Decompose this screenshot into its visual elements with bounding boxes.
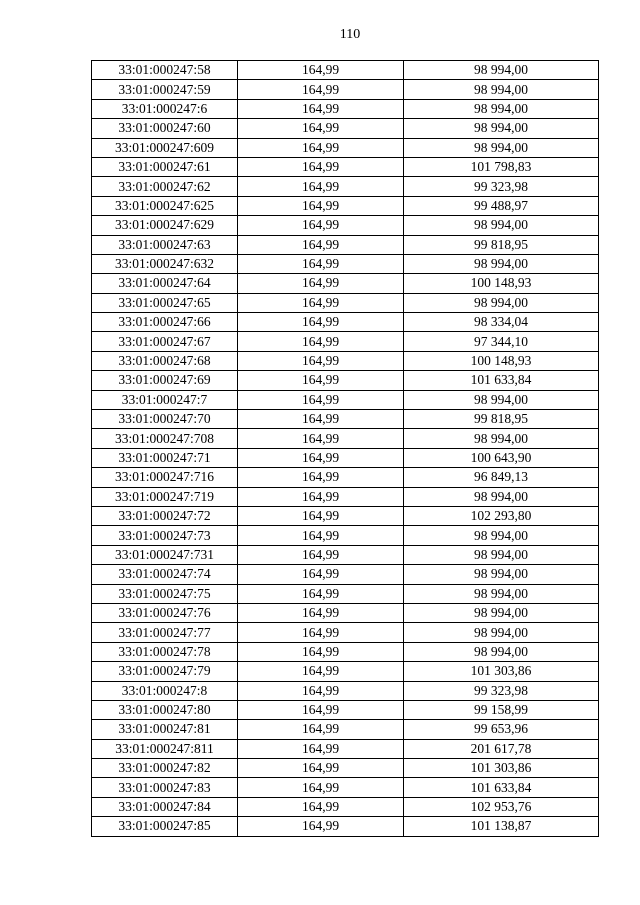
table-row <box>92 662 599 681</box>
area-cell: 164,99 <box>238 565 404 584</box>
table-row <box>92 565 599 584</box>
area-cell: 164,99 <box>238 274 404 293</box>
cadastral-number-cell: 33:01:000247:64 <box>92 274 238 293</box>
area-cell: 164,99 <box>238 720 404 739</box>
cadastral-number-cell: 33:01:000247:71 <box>92 448 238 467</box>
cadastral-number-cell: 33:01:000247:78 <box>92 642 238 661</box>
area-cell: 164,99 <box>238 196 404 215</box>
value-cell: 98 994,00 <box>404 216 599 235</box>
table-row <box>92 778 599 797</box>
value-cell: 100 148,93 <box>404 274 599 293</box>
table-row <box>92 293 599 312</box>
table-row <box>92 759 599 778</box>
table-row <box>92 584 599 603</box>
area-cell: 164,99 <box>238 138 404 157</box>
value-cell: 96 849,13 <box>404 468 599 487</box>
area-cell: 164,99 <box>238 293 404 312</box>
table-body <box>92 61 599 837</box>
cadastral-number-cell: 33:01:000247:58 <box>92 61 238 80</box>
area-cell: 164,99 <box>238 351 404 370</box>
table-row <box>92 390 599 409</box>
value-cell: 98 994,00 <box>404 293 599 312</box>
value-cell: 101 633,84 <box>404 371 599 390</box>
cadastral-number-cell: 33:01:000247:60 <box>92 119 238 138</box>
area-cell: 164,99 <box>238 468 404 487</box>
value-cell: 98 994,00 <box>404 254 599 273</box>
value-cell: 98 994,00 <box>404 138 599 157</box>
area-cell: 164,99 <box>238 681 404 700</box>
area-cell: 164,99 <box>238 157 404 176</box>
cadastral-number-cell: 33:01:000247:708 <box>92 429 238 448</box>
area-cell: 164,99 <box>238 177 404 196</box>
value-cell: 98 994,00 <box>404 603 599 622</box>
cadastral-number-cell: 33:01:000247:75 <box>92 584 238 603</box>
cadastral-number-cell: 33:01:000247:72 <box>92 506 238 525</box>
value-cell: 99 323,98 <box>404 177 599 196</box>
cadastral-number-cell: 33:01:000247:80 <box>92 700 238 719</box>
table-row <box>92 332 599 351</box>
value-cell: 98 994,00 <box>404 487 599 506</box>
cadastral-number-cell: 33:01:000247:716 <box>92 468 238 487</box>
table-row <box>92 429 599 448</box>
table-row <box>92 603 599 622</box>
table-row <box>92 216 599 235</box>
table-row <box>92 138 599 157</box>
area-cell: 164,99 <box>238 390 404 409</box>
table-row <box>92 196 599 215</box>
table-row <box>92 351 599 370</box>
area-cell: 164,99 <box>238 313 404 332</box>
area-cell: 164,99 <box>238 584 404 603</box>
cadastral-number-cell: 33:01:000247:74 <box>92 565 238 584</box>
cadastral-number-cell: 33:01:000247:81 <box>92 720 238 739</box>
table-row <box>92 119 599 138</box>
area-cell: 164,99 <box>238 119 404 138</box>
table-row <box>92 681 599 700</box>
area-cell: 164,99 <box>238 545 404 564</box>
value-cell: 98 994,00 <box>404 565 599 584</box>
cadastral-number-cell: 33:01:000247:625 <box>92 196 238 215</box>
cadastral-number-cell: 33:01:000247:84 <box>92 797 238 816</box>
table-row <box>92 487 599 506</box>
value-cell: 102 293,80 <box>404 506 599 525</box>
cadastral-number-cell: 33:01:000247:69 <box>92 371 238 390</box>
cadastral-number-cell: 33:01:000247:8 <box>92 681 238 700</box>
area-cell: 164,99 <box>238 371 404 390</box>
cadastral-number-cell: 33:01:000247:76 <box>92 603 238 622</box>
area-cell: 164,99 <box>238 487 404 506</box>
area-cell: 164,99 <box>238 759 404 778</box>
table-row <box>92 410 599 429</box>
cadastral-number-cell: 33:01:000247:67 <box>92 332 238 351</box>
value-cell: 101 303,86 <box>404 759 599 778</box>
cadastral-number-cell: 33:01:000247:70 <box>92 410 238 429</box>
area-cell: 164,99 <box>238 80 404 99</box>
area-cell: 164,99 <box>238 526 404 545</box>
value-cell: 101 303,86 <box>404 662 599 681</box>
area-cell: 164,99 <box>238 429 404 448</box>
area-cell: 164,99 <box>238 700 404 719</box>
area-cell: 164,99 <box>238 216 404 235</box>
area-cell: 164,99 <box>238 332 404 351</box>
value-cell: 201 617,78 <box>404 739 599 758</box>
table-row <box>92 235 599 254</box>
cadastral-number-cell: 33:01:000247:6 <box>92 99 238 118</box>
area-cell: 164,99 <box>238 603 404 622</box>
table-row <box>92 642 599 661</box>
cadastral-number-cell: 33:01:000247:59 <box>92 80 238 99</box>
area-cell: 164,99 <box>238 235 404 254</box>
page-number: 110 <box>339 27 361 42</box>
area-cell: 164,99 <box>238 642 404 661</box>
table-row <box>92 526 599 545</box>
value-cell: 99 323,98 <box>404 681 599 700</box>
cadastral-number-cell: 33:01:000247:811 <box>92 739 238 758</box>
cadastral-number-cell: 33:01:000247:66 <box>92 313 238 332</box>
value-cell: 98 994,00 <box>404 584 599 603</box>
value-cell: 99 818,95 <box>404 410 599 429</box>
value-cell: 100 148,93 <box>404 351 599 370</box>
area-cell: 164,99 <box>238 448 404 467</box>
value-cell: 98 994,00 <box>404 429 599 448</box>
table-row <box>92 720 599 739</box>
value-cell: 99 818,95 <box>404 235 599 254</box>
table-row <box>92 468 599 487</box>
value-cell: 98 994,00 <box>404 623 599 642</box>
value-cell: 99 158,99 <box>404 700 599 719</box>
table-row <box>92 61 599 80</box>
value-cell: 98 994,00 <box>404 545 599 564</box>
area-cell: 164,99 <box>238 410 404 429</box>
value-cell: 98 994,00 <box>404 61 599 80</box>
table-row <box>92 274 599 293</box>
area-cell: 164,99 <box>238 506 404 525</box>
value-cell: 98 994,00 <box>404 526 599 545</box>
table-row <box>92 817 599 836</box>
table-row <box>92 157 599 176</box>
value-cell: 99 653,96 <box>404 720 599 739</box>
table-row <box>92 739 599 758</box>
cadastral-number-cell: 33:01:000247:632 <box>92 254 238 273</box>
area-cell: 164,99 <box>238 817 404 836</box>
table-row <box>92 700 599 719</box>
table-row <box>92 254 599 273</box>
table-row <box>92 80 599 99</box>
cadastral-number-cell: 33:01:000247:79 <box>92 662 238 681</box>
area-cell: 164,99 <box>238 797 404 816</box>
table-row <box>92 313 599 332</box>
table-row <box>92 177 599 196</box>
value-cell: 97 344,10 <box>404 332 599 351</box>
value-cell: 101 798,83 <box>404 157 599 176</box>
cadastral-number-cell: 33:01:000247:63 <box>92 235 238 254</box>
cadastral-number-cell: 33:01:000247:731 <box>92 545 238 564</box>
cadastral-number-cell: 33:01:000247:82 <box>92 759 238 778</box>
value-cell: 98 334,04 <box>404 313 599 332</box>
table-row <box>92 623 599 642</box>
cadastral-number-cell: 33:01:000247:77 <box>92 623 238 642</box>
value-cell: 102 953,76 <box>404 797 599 816</box>
cadastral-number-cell: 33:01:000247:83 <box>92 778 238 797</box>
cadastral-number-cell: 33:01:000247:73 <box>92 526 238 545</box>
value-cell: 98 994,00 <box>404 642 599 661</box>
table-row <box>92 545 599 564</box>
cadastral-number-cell: 33:01:000247:609 <box>92 138 238 157</box>
table-row <box>92 797 599 816</box>
value-cell: 99 488,97 <box>404 196 599 215</box>
area-cell: 164,99 <box>238 739 404 758</box>
cadastral-number-cell: 33:01:000247:62 <box>92 177 238 196</box>
cadastral-number-cell: 33:01:000247:719 <box>92 487 238 506</box>
value-cell: 98 994,00 <box>404 390 599 409</box>
cadastral-number-cell: 33:01:000247:68 <box>92 351 238 370</box>
area-cell: 164,99 <box>238 254 404 273</box>
area-cell: 164,99 <box>238 61 404 80</box>
table-row <box>92 99 599 118</box>
cadastral-number-cell: 33:01:000247:629 <box>92 216 238 235</box>
value-cell: 101 138,87 <box>404 817 599 836</box>
cadastral-number-cell: 33:01:000247:61 <box>92 157 238 176</box>
area-cell: 164,99 <box>238 99 404 118</box>
area-cell: 164,99 <box>238 623 404 642</box>
value-cell: 98 994,00 <box>404 99 599 118</box>
cadastral-table <box>91 60 599 837</box>
cadastral-number-cell: 33:01:000247:7 <box>92 390 238 409</box>
value-cell: 98 994,00 <box>404 119 599 138</box>
cadastral-number-cell: 33:01:000247:65 <box>92 293 238 312</box>
table-row <box>92 506 599 525</box>
value-cell: 98 994,00 <box>404 80 599 99</box>
table-row <box>92 371 599 390</box>
cadastral-number-cell: 33:01:000247:85 <box>92 817 238 836</box>
area-cell: 164,99 <box>238 778 404 797</box>
area-cell: 164,99 <box>238 662 404 681</box>
value-cell: 100 643,90 <box>404 448 599 467</box>
value-cell: 101 633,84 <box>404 778 599 797</box>
table-row <box>92 448 599 467</box>
